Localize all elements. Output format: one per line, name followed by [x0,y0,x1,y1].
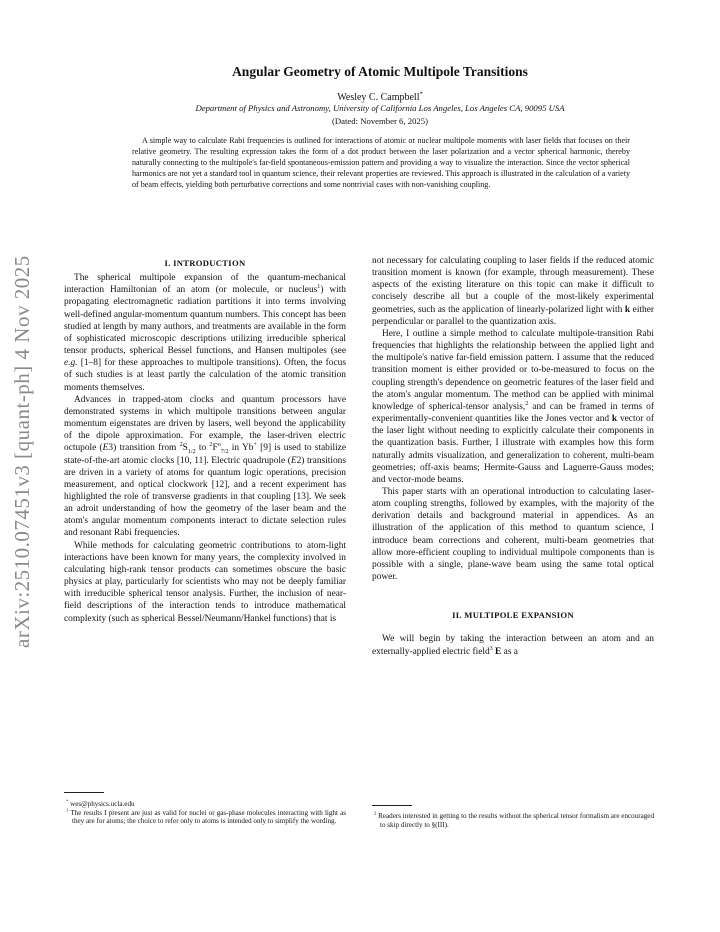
paper-title: Angular Geometry of Atomic Multipole Transitions [232,64,528,79]
footnote-mark: * [66,798,69,804]
abstract: A simple way to calculate Rabi frequencies is outlined for interactions of atomic or nuclear multipole moments with laser fields that focuses on their relative geometry. The resulting expression takes the form of a dot product between the laser polarization and a vector spherical harmonic, thereby naturally connecting to the multipole's far-field spontaneous-emission pattern and providing a way to visualize the interaction. Since the vector spherical harmonics are not yet a standard tool in quantum science, their relevant properties are reviewed. This approach is illustrated in the calculation of a variety of beam effects, yielding both perturbative corrections and some nontrivial cases with non-vanishing coupling. [132,136,630,189]
section-heading-multipole-expansion: II. MULTIPOLE EXPANSION [452,610,574,621]
text-run: We will begin by taking the interaction between an atom and an externally-applied electric field [372,634,654,657]
text-run: either perpendicular or parallel to the quantization axis. [372,304,655,327]
arxiv-identifier-stamp: arXiv:2510.07451v3 [quant-ph] 4 Nov 2025 [10,255,34,649]
text-run: vector of the laser light without needing to explicitly calculate their components in the quantization basis. Further, I illustrate with examples how this form naturally admits visualization, and generalization to coherent, multi-beam geometries; off-axis beams; Hermite-Gauss and Laguerre-Gauss modes; and vector-mode beams. [372,414,654,485]
footnote-text: Readers interested in getting to the results without the spherical tensor formalism are encouraged to skip directly to §(III). [378,812,654,829]
intro-paragraph-2 [64,394,346,540]
intro-paragraph-3: While methods for calculating geometric contributions to atom-light interactions have been known for many years, the complexity involved in calculating high-rank tensor products can sometimes obscure the basic physics at play, particularly for scientists who may not be deeply familiar with irreducible spherical tensor analysis. Further, the inclusion of near-field descriptions of the interaction tends to introduce mathematical complexity (such as spherical Bessel/Neumann/Hankel functions) that is [64,540,346,624]
date-line: (Dated: November 6, 2025) [331,116,429,126]
footnote-mark: 2 [374,810,377,816]
ion-symbol: Yb [241,443,254,454]
text-run: not necessary for calculating coupling to laser fields if the reduced atomic transition moment is known (for example, through measurement). These aspects of the existing literature on this topic can make it difficult to concisely describe all but a couple of the most-likely experimental geometries, such as the application of linearly-polarized light with [372,256,654,315]
text-run: as a [501,646,518,657]
math-symbol: E [290,455,297,466]
ion-charge: + [253,442,257,449]
text-run: to [195,443,210,454]
intro-paragraph-3-continued [372,255,654,328]
intro-paragraph-1 [64,272,346,394]
text-run: [9] is used to stabilize state-of-the-art atomic clocks [10, 11]. Electric quadrupole ( [64,443,347,466]
intro-paragraph-4 [372,328,654,486]
left-column [64,255,346,625]
footnote-email [64,800,346,809]
author-name: Wesley C. Campbell [337,92,420,103]
text-run: [1–8] for these approaches to multipole transitions). Often, the focus of such studies is at least partly the calculation of the atomic transition moments themselves. [64,358,346,393]
section-heading-introduction: I. INTRODUCTION [164,258,246,268]
author-footnote-mark: * [419,90,423,98]
vector-symbol: k [624,304,631,315]
term-multiplicity: 2 [179,442,183,449]
footnotes-right [372,812,654,829]
text-run: ) with propagating electromagnetic radiation partitions it into terms involving well-defined angular-momentum quantum numbers. This concept has been studied at length by many authors, and treatments are available in the form of sophisticated microscopic descriptions utilizing irreducible spherical tensor products, spherical Bessel functions, and Hansen multipoles (see [64,285,346,357]
footnote-text: wes@physics.ucla.edu [70,800,135,808]
multipole-paragraph-1 [372,633,654,657]
footnotes-left [64,800,346,826]
text-run: Here, I outline a simple method to calculate multipole-transition Rabi frequencies that highlights the relationship between the applied light and the multipole's native far-field emission pattern. I assume that the reduced transition moment is either provided or to-be-measured to focus on the coupling strength's dependence on geometric features of the laser field and the atom's angular momentum. The method can be applied with minimal knowledge of spherical-tensor analysis, [372,328,654,412]
vector-symbol: E [495,646,502,657]
right-column [372,255,654,658]
footnote-1 [64,809,346,826]
math-symbol: 2 [296,455,302,466]
text-run: ) transition from [113,443,180,454]
math-symbol: 3 [108,443,114,454]
footnote-text: The results I present are just as valid for nuclei or gas-phase molecules interacting with light as they are for atoms; the choice to refer only to atoms is intended only to simplify the wording. [70,808,346,826]
text-run-italic: e.g. [64,358,78,369]
term-symbol: S [182,443,188,454]
text-run: The spherical multipole expansion of the quantum-mechanical interaction Hamiltonian of an atom (or molecule, or nucleus [64,273,346,296]
footnote-ref: 3 [489,645,493,652]
footnote-rule-left [64,792,104,793]
affiliation: Department of Physics and Astronomy, University of California Los Angeles, Los Angeles CA, 90095 USA [195,103,565,113]
footnote-mark: 1 [66,807,69,813]
vector-symbol: k [611,414,618,425]
term-multiplicity: 2 [209,442,213,449]
intro-paragraph-5: This paper starts with an operational introduction to calculating laser-atom coupling strengths, followed by examples, with the majority of the derivation details and background material in appendices. As an illustration of the application of this method to quantum science, I introduce beam corrections and coherent, multi-beam geometries that allow more-efficient coupling to individual multipole components than is possible with a single, plane-wave beam using the same total optical power. [372,486,654,583]
math-symbol: E [102,443,109,454]
footnote-ref: 1 [317,284,321,291]
author-line [100,92,660,103]
footnote-rule-right [372,805,412,806]
text-run: and can be framed in terms of experimentally-convenient quantities like the Jones vector and [372,401,654,425]
text-run: ) transitions are driven in a variety of atoms for quantum logic operations, precision measurement, and optical clockwork [12], and a recent experiment has highlighted the role of transverse gradients in that coupling [13]. We seek an adroit understanding of how the geometry of the laser beam and the atom's angular momentum components interact to dictate selection rules and resonant Rabi frequencies. [64,455,347,539]
term-symbol: F [212,443,218,454]
footnote-ref: 2 [525,400,529,407]
footnote-2 [372,812,654,829]
text-run: Advances in trapped-atom clocks and quantum processors have demonstrated systems in which multipole transitions between angular momentum eigenstates are driven by lasers, well beyond the applicability of the dipole approximation. For example, the laser-driven electric octupole ( [64,394,346,454]
term-j: 1/2 [187,449,196,456]
term-parity: o [217,442,221,449]
text-run: in [228,443,240,454]
term-j: 7/2 [220,449,229,456]
